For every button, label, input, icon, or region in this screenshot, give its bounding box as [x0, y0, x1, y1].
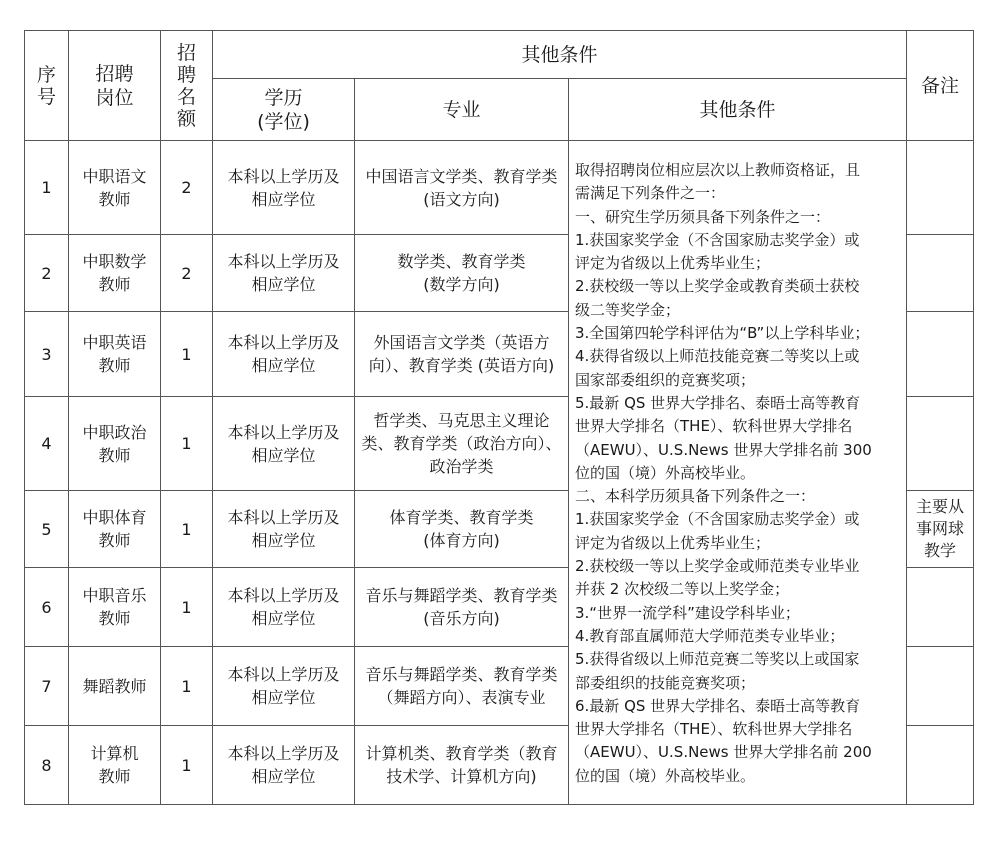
- condition-line: 评定为省级以上优秀毕业生；: [575, 533, 771, 552]
- row-7-position: 舞蹈教师: [69, 647, 161, 726]
- condition-line: 部委组织的技能竞赛奖项；: [575, 673, 756, 692]
- row-4-seq: 4: [25, 397, 69, 491]
- row-2-remark: [907, 235, 974, 312]
- row-3-quota: 1: [161, 312, 213, 397]
- row-4-remark: [907, 397, 974, 491]
- condition-line: 2.获校级一等以上奖学金或教育类硕士获校: [575, 277, 860, 296]
- header-other-group: 其他条件: [213, 31, 907, 79]
- condition-line: 5.最新 QS 世界大学排名、泰晤士高等教育: [575, 393, 861, 412]
- row-2-education: 本科以上学历及 相应学位: [213, 235, 355, 312]
- row-2-position: 中职数学 教师: [69, 235, 161, 312]
- row-6-remark: [907, 568, 974, 647]
- row-4-quota: 1: [161, 397, 213, 491]
- row-1-education: 本科以上学历及 相应学位: [213, 141, 355, 235]
- row-1-quota: 2: [161, 141, 213, 235]
- condition-line: 国家部委组织的竞赛奖项；: [575, 370, 756, 389]
- row-4-major: 哲学类、马克思主义理论 类、教育学类（政治方向）、 政治学类: [355, 397, 569, 491]
- condition-line: 4.教育部直属师范大学师范类专业毕业；: [575, 626, 845, 645]
- condition-line: 2.获校级一等以上奖学金或师范类专业毕业: [575, 557, 860, 576]
- row-8-seq: 8: [25, 726, 69, 805]
- condition-line: 6.最新 QS 世界大学排名、泰晤士高等教育: [575, 696, 861, 715]
- row-8-position: 计算机 教师: [69, 726, 161, 805]
- row-1-seq: 1: [25, 141, 69, 235]
- conditions-cell: [569, 141, 907, 805]
- row-2-major: 数学类、教育学类 (数学方向): [355, 235, 569, 312]
- row-3-major: 外国语言文学类（英语方 向）、教育学类 (英语方向): [355, 312, 569, 397]
- condition-line: 位的国（境）外高校毕业。: [575, 463, 756, 482]
- header-quota: 招聘名额: [161, 31, 213, 141]
- condition-line: （AEWU）、U.S.News 世界大学排名前 200: [575, 743, 872, 762]
- header-major: 专业: [355, 79, 569, 141]
- header-remark: 备注: [907, 31, 974, 141]
- row-1-remark: [907, 141, 974, 235]
- row-5-quota: 1: [161, 491, 213, 568]
- row-8-education: 本科以上学历及 相应学位: [213, 726, 355, 805]
- row-7-education: 本科以上学历及 相应学位: [213, 647, 355, 726]
- row-5-major: 体育学类、教育学类 (体育方向): [355, 491, 569, 568]
- row-8-remark: [907, 726, 974, 805]
- row-7-remark: [907, 647, 974, 726]
- row-6-quota: 1: [161, 568, 213, 647]
- header-position: 招聘岗位: [69, 31, 161, 141]
- header-seq: 序号: [25, 31, 69, 141]
- row-4-position: 中职政治 教师: [69, 397, 161, 491]
- condition-line: 世界大学排名（THE）、软科世界大学排名: [575, 417, 853, 436]
- row-1-major: 中国语言文学类、教育学类 (语文方向): [355, 141, 569, 235]
- condition-line: （AEWU）、U.S.News 世界大学排名前 300: [575, 440, 872, 459]
- row-3-education: 本科以上学历及 相应学位: [213, 312, 355, 397]
- row-5-position: 中职体育 教师: [69, 491, 161, 568]
- row-6-major: 音乐与舞蹈学类、教育学类 (音乐方向): [355, 568, 569, 647]
- row-3-remark: [907, 312, 974, 397]
- row-5-remark: 主要从 事网球 教学: [907, 491, 974, 568]
- header-other-conditions: 其他条件: [569, 79, 907, 141]
- condition-line: 二、本科学历须具备下列条件之一：: [575, 487, 816, 506]
- condition-line: 1.获国家奖学金（不含国家励志奖学金）或: [575, 510, 860, 529]
- condition-line: 3.“世界一流学科”建设学科毕业；: [575, 603, 800, 622]
- row-7-major: 音乐与舞蹈学类、教育学类 （舞蹈方向）、表演专业: [355, 647, 569, 726]
- header-education: 学历 (学位): [213, 79, 355, 141]
- row-1-position: 中职语文 教师: [69, 141, 161, 235]
- recruitment-table: [24, 30, 974, 805]
- row-2-quota: 2: [161, 235, 213, 312]
- condition-line: 位的国（境）外高校毕业。: [575, 766, 756, 785]
- row-3-position: 中职英语 教师: [69, 312, 161, 397]
- condition-line: 评定为省级以上优秀毕业生；: [575, 254, 771, 273]
- row-2-seq: 2: [25, 235, 69, 312]
- row-7-quota: 1: [161, 647, 213, 726]
- condition-line: 世界大学排名（THE）、软科世界大学排名: [575, 720, 853, 739]
- condition-line: 需满足下列条件之一：: [575, 184, 726, 203]
- row-8-major: 计算机类、教育学类（教育 技术学、计算机方向): [355, 726, 569, 805]
- row-8-quota: 1: [161, 726, 213, 805]
- condition-line: 1.获国家奖学金（不含国家励志奖学金）或: [575, 230, 860, 249]
- condition-line: 5.获得省级以上师范竞赛二等奖以上或国家: [575, 650, 860, 669]
- row-6-position: 中职音乐 教师: [69, 568, 161, 647]
- condition-line: 并获 2 次校级二等以上奖学金；: [575, 580, 790, 599]
- row-4-education: 本科以上学历及 相应学位: [213, 397, 355, 491]
- row-6-education: 本科以上学历及 相应学位: [213, 568, 355, 647]
- row-6-seq: 6: [25, 568, 69, 647]
- row-3-seq: 3: [25, 312, 69, 397]
- condition-line: 级二等奖学金；: [575, 300, 681, 319]
- row-5-education: 本科以上学历及 相应学位: [213, 491, 355, 568]
- row-7-seq: 7: [25, 647, 69, 726]
- row-5-seq: 5: [25, 491, 69, 568]
- condition-line: 3.全国第四轮学科评估为“B”以上学科毕业；: [575, 324, 870, 343]
- condition-line: 4.获得省级以上师范技能竞赛二等奖以上或: [575, 347, 860, 366]
- condition-line: 取得招聘岗位相应层次以上教师资格证，且: [575, 160, 861, 179]
- condition-line: 一、研究生学历须具备下列条件之一：: [575, 207, 831, 226]
